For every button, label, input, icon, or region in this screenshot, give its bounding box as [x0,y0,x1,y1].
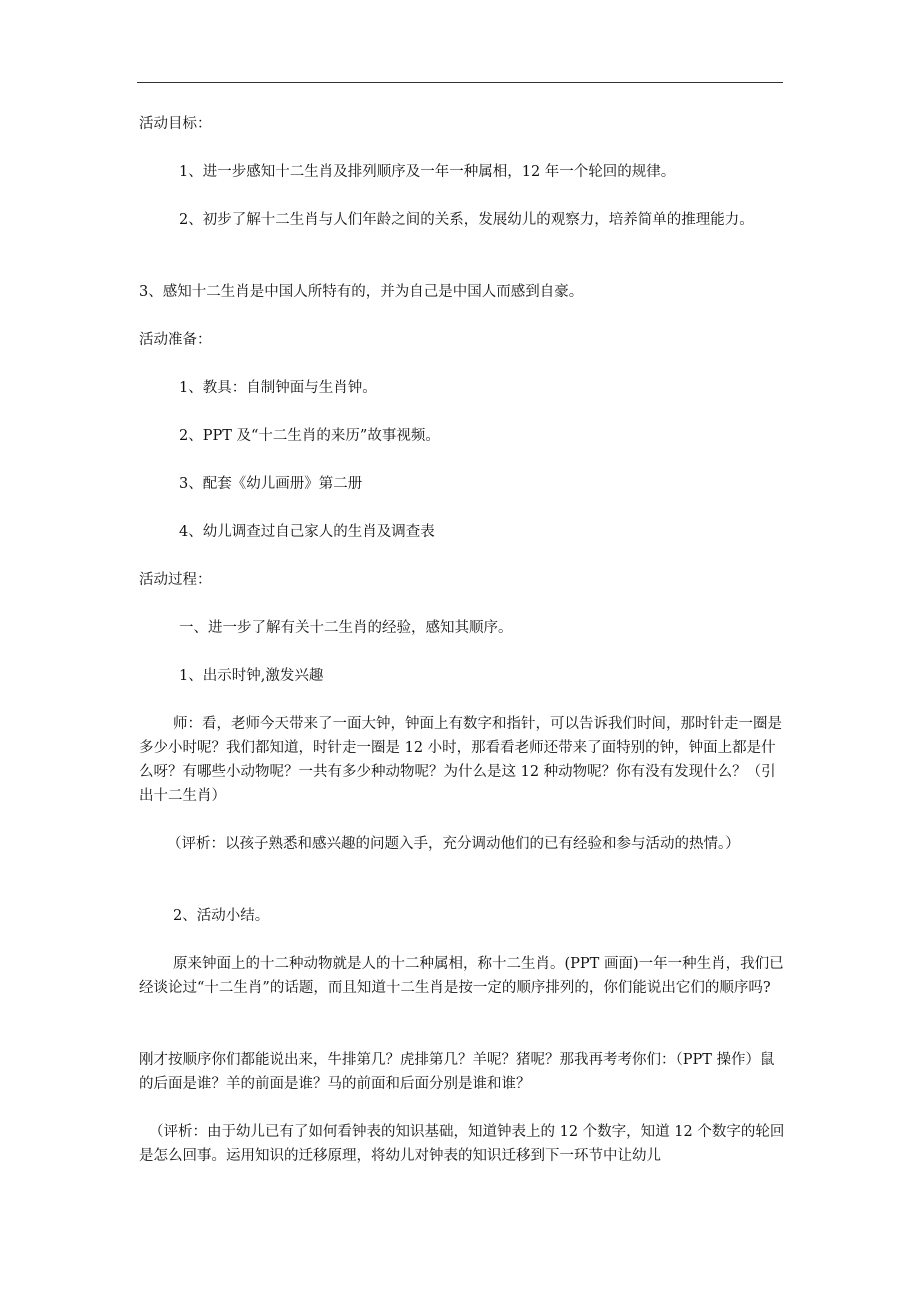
process-step-1: 一、进一步了解有关十二生肖的经验，感知其顺序。 [179,620,513,636]
process-substep-1: 1、出示时钟,激发兴趣 [179,668,324,684]
prep-item-2: 2、PPT 及“十二生肖的来历”故事视频。 [179,428,440,444]
goal-item-3: 3、感知十二生肖是中国人所特有的，并为自己是中国人而感到自豪。 [139,284,584,300]
heading-preparation: 活动准备： [139,332,212,348]
summary-paragraph: 原来钟面上的十二种动物就是人的十二种属相，称十二生肖。(PPT 画面)一年一种生肖，我们已经谈论过“十二生肖”的话题，而且知道十二生肖是按一定的顺序排列的，你们能说出它们的顺序吗? [139,956,784,996]
prep-item-3: 3、配套《幼儿画册》第二册 [179,476,363,492]
process-substep-2: 2、活动小结。 [173,908,270,924]
heading-process: 活动过程： [139,572,212,588]
prep-item-1: 1、教具：自制钟面与生肖钟。 [179,380,377,396]
prep-item-4: 4、幼儿调查过自己家人的生肖及调查表 [179,524,435,540]
header-rule [137,82,783,83]
commentary-2: （评析：由于幼儿已有了如何看钟表的知识基础，知道钟表上的 12 个数字，知道 12 个数字的轮回是怎么回事。运用知识的迁移原理，将幼儿对钟表的知识迁移到下一环节中让幼儿 [139,1124,785,1164]
goal-item-1: 1、进一步感知十二生肖及排列顺序及一年一种属相，12 年一个轮回的规律。 [179,164,676,180]
teacher-dialogue: 师：看，老师今天带来了一面大钟，钟面上有数字和指针，可以告诉我们时间，那时针走一圈是多少小时呢？我们都知道，时针走一圈是 12 小时，那看看老师还带来了面特别的钟，钟面上都是什么呀？有哪些小动物呢？一共有多少种动物呢？为什么是这 12 种动物呢？你有没有发现什么？（引出十二生肖） [139,716,782,804]
commentary-1: （评析：以孩子熟悉和感兴趣的问题入手，充分调动他们的已有经验和参与活动的热情。） [167,836,740,852]
goal-item-2: 2、初步了解十二生肖与人们年龄之间的关系，发展幼儿的观察力，培养简单的推理能力。 [179,212,754,228]
heading-goals: 活动目标： [139,116,212,132]
review-questions: 刚才按顺序你们都能说出来，牛排第几？虎排第几？羊呢？猪呢？那我再考考你们：（PPT 操作）鼠的后面是谁？羊的前面是谁？马的前面和后面分别是谁和谁？ [139,1052,775,1092]
